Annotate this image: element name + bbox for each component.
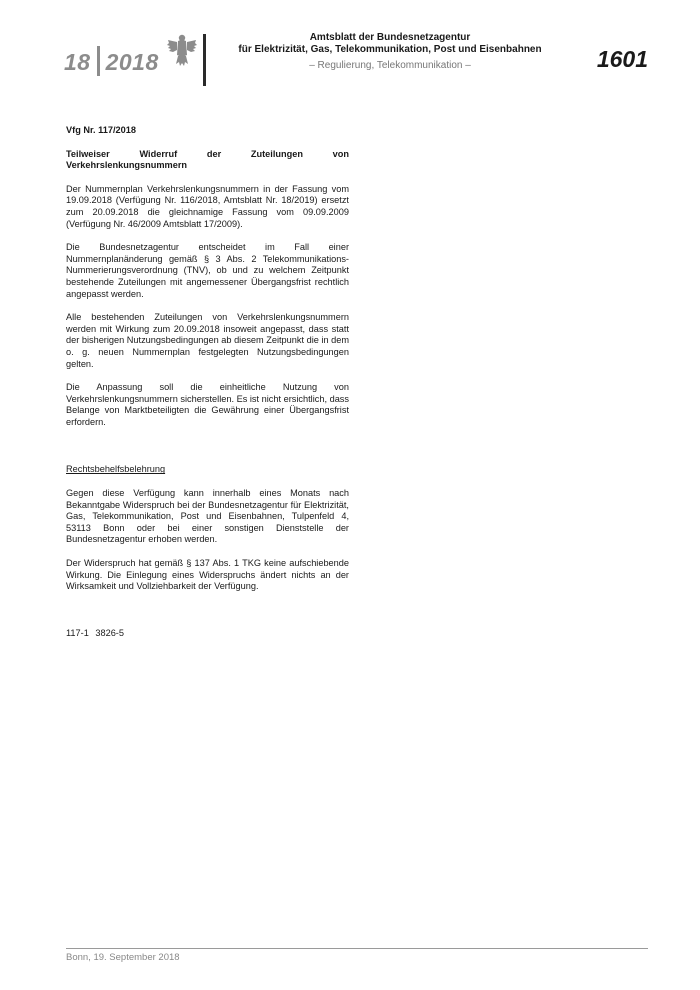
rechtsbehelf-heading: Rechtsbehelfsbelehrung	[66, 464, 166, 475]
rechtsbehelf-paragraph: Der Widerspruch hat gemäß § 137 Abs. 1 TKG keine aufschiebende Wirkung. Die Einlegung eines Widerspruchs ändert nichts an der Wirksamkeit und Vollziehbarkeit der Verfügung.	[66, 558, 349, 592]
publication-title	[220, 32, 560, 56]
page-number: 1601	[596, 46, 648, 72]
footer-place-date: Bonn, 19. September 2018	[66, 952, 180, 963]
federal-eagle-icon	[166, 33, 198, 69]
reference-code: 117-1 3826-5	[66, 627, 124, 638]
article-paragraph: Der Nummernplan Verkehrslenkungsnummern in der Fassung vom 19.09.2018 (Verfügung Nr. 116/2018, Amtsblatt Nr. 18/2019) ersetzt zum 20.09.2018 die gleichnamige Fassung vom 09.09.2009 (Verfügung Nr. 46/2009 Amtsblatt 17/2009).	[66, 183, 349, 229]
article-paragraph: Alle bestehenden Zuteilungen von Verkehrslenkungsnummern werden mit Wirkung zum 20.09.2018 insoweit angepasst, dass statt der bisherigen Nutzungsbedingungen ab diesem Zeitpunkt die in dem o. g. neuen Nummernplan festgelegten Nutzungsbedingungen gelten.	[66, 312, 349, 369]
article-paragraph: Die Bundesnetzagentur entscheidet im Fall einer Nummernplanänderung gemäß § 3 Abs. 2 Telekommunikations-Nummerierungsverordnung (TNV), ob und zu welchem Zeitpunkt bestehende Zuteilungen mit angemessener Übergangsfrist rechtlich angepasst werden.	[66, 242, 349, 299]
footer-divider	[66, 948, 648, 949]
article-paragraph: Die Anpassung soll die einheitliche Nutzung von Verkehrslenkungsnummern sicherstellen. Es ist nicht ersichtlich, dass Belange von Marktbeteiligten die Gewährung einer Übergangsfrist erfordern.	[66, 382, 349, 427]
issue-year: 2018	[105, 49, 159, 75]
issue-number	[64, 46, 159, 76]
article-body	[66, 125, 349, 649]
header-divider	[203, 34, 206, 86]
issue-separator	[97, 46, 100, 76]
publication-title-line2: für Elektrizität, Gas, Telekommunikation, Post und Eisenbahnen	[238, 44, 542, 55]
publication-subtitle: – Regulierung, Telekommunikation –	[309, 60, 471, 71]
article-title: Teilweiser Widerruf der Zuteilungen von Verkehrslenkungsnummern	[66, 148, 349, 171]
publication-title-line1: Amtsblatt der Bundesnetzagentur	[309, 32, 471, 43]
rechtsbehelf-paragraph: Gegen diese Verfügung kann innerhalb eines Monats nach Bekanntgabe Widerspruch bei der Bundesnetzagentur für Elektrizität, Gas, Telekommunikation, Post und Eisenbahnen, Tulpenfeld 4, 53113 Bonn oder bei einer sonstigen Dienststelle der Bundesnetzagentur erhoben werden.	[66, 488, 349, 545]
issue-number-value: 18	[64, 49, 91, 75]
vfg-number: Vfg Nr. 117/2018	[66, 125, 136, 135]
